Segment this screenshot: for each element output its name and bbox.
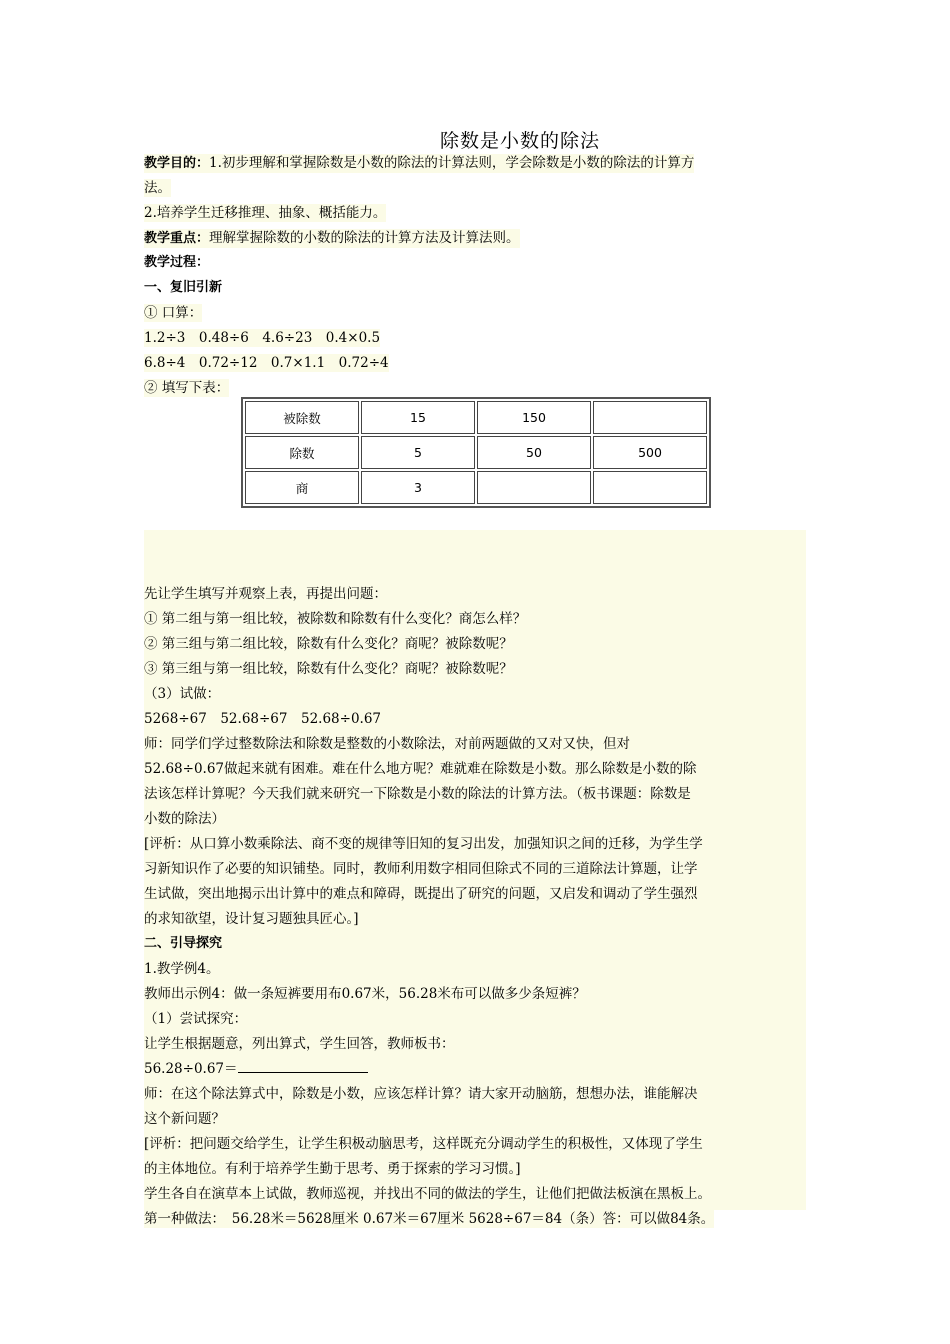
teacher-line-2: 52.68÷0.67做起来就有困难。难在什么地方呢？难就难在除数是小数。那么除数是小数的除 <box>144 761 697 777</box>
try-label: （3）试做： <box>144 686 221 702</box>
example-line-2: 教师出示例4：做一条短裤要用布0.67米，56.28米布可以做多少条短裤？ <box>144 986 586 1002</box>
question-2: ② 第三组与第二组比较，除数有什么变化？商呢？被除数呢？ <box>144 636 513 652</box>
comment-line-1: [评析：把问题交给学生，让学生积极动脑思考，这样既充分调动学生的积极性，又体现了学生 <box>144 1136 703 1152</box>
review-line-3: 生试做，突出地揭示出计算中的难点和障碍，既提出了研究的问题，又启发和调动了学生强烈 <box>144 886 698 902</box>
goal-line-3: 2.培养学生迁移推理、抽象、概括能力。 <box>144 205 387 221</box>
answer-blank <box>238 1060 368 1073</box>
goal-line-1 <box>144 154 694 173</box>
review-line-4: 的求知欲望，设计复习题独具匠心。] <box>144 911 359 927</box>
example-line-1: 1.教学例4。 <box>144 961 220 977</box>
solve-line-1: 师：在这个除法算式中，除数是小数，应该怎样计算？请大家开动脑筋，想想办法，谁能解决 <box>144 1086 698 1102</box>
section2-heading: 二、引导探究 <box>144 936 223 951</box>
oral-row-2: 6.8÷4 0.72÷12 0.7×1.1 0.72÷4 <box>144 355 389 371</box>
teacher-line-3: 法该怎样计算呢？今天我们就来研究一下除数是小数的除法的计算方法。（板书课题：除数是 <box>144 786 691 802</box>
table-cell <box>593 471 707 504</box>
equation-text: 56.28÷0.67＝ <box>144 1061 238 1077</box>
focus-line <box>144 229 520 248</box>
division-table <box>241 397 711 508</box>
table-cell: 500 <box>593 436 707 469</box>
question-3: ③ 第三组与第一组比较，除数有什么变化？商呢？被除数呢？ <box>144 661 513 677</box>
goal-text-1: 1.初步理解和掌握除数是小数的除法的计算法则，学会除数是小数的除法的计算方 <box>209 155 695 171</box>
teacher-line-1: 师：同学们学过整数除法和除数是整数的小数除法，对前两题做的又对又快，但对 <box>144 736 630 752</box>
table-cell: 商 <box>245 471 359 504</box>
goal-label: 教学目的： <box>144 156 210 171</box>
table-cell: 3 <box>361 471 475 504</box>
method-line-1: 学生各自在演草本上试做，教师巡视，并找出不同的做法的学生，让他们把做法板演在黑板上。 <box>144 1186 711 1202</box>
method-line-2: 第一种做法： 56.28米＝5628厘米 0.67米＝67厘米 5628÷67＝84（条）答：可以做84条。 <box>144 1211 715 1227</box>
table-cell: 15 <box>361 401 475 434</box>
page-title: 除数是小数的除法 <box>439 130 600 152</box>
goal-line-2: 法。 <box>144 180 171 196</box>
table-row <box>245 401 707 434</box>
table-cell <box>477 471 591 504</box>
example-line-3: （1）尝试探究： <box>144 1011 248 1027</box>
question-1: ① 第二组与第一组比较，被除数和除数有什么变化？商怎么样？ <box>144 611 527 627</box>
try-expressions: 5268÷67 52.68÷67 52.68÷0.67 <box>144 711 382 727</box>
section1-heading: 一、复旧引新 <box>144 280 223 295</box>
focus-label: 教学重点： <box>144 231 210 246</box>
table-row <box>245 471 707 504</box>
table-cell: 被除数 <box>245 401 359 434</box>
body-p1: 先让学生填写并观察上表，再提出问题： <box>144 586 387 602</box>
example-line-4: 让学生根据题意，列出算式，学生回答，教师板书： <box>144 1036 455 1052</box>
oral-label: ① 口算： <box>144 305 203 321</box>
table-cell: 150 <box>477 401 591 434</box>
review-line-2: 习新知识作了必要的知识铺垫。同时，教师利用数字相同但除式不同的三道除法计算题，让学 <box>144 861 698 877</box>
solve-line-2: 这个新问题？ <box>144 1111 225 1127</box>
table-cell: 5 <box>361 436 475 469</box>
review-line-1: [评析：从口算小数乘除法、商不变的规律等旧知的复习出发，加强知识之间的迁移，为学生学 <box>144 836 703 852</box>
oral-row-1: 1.2÷3 0.48÷6 4.6÷23 0.4×0.5 <box>144 330 381 346</box>
table-cell <box>593 401 707 434</box>
table-cell: 50 <box>477 436 591 469</box>
teacher-line-4: 小数的除法） <box>144 811 225 827</box>
table-label: ② 填写下表： <box>144 380 230 396</box>
focus-text: 理解掌握除数的小数的除法的计算方法及计算法则。 <box>209 230 520 246</box>
process-label: 教学过程： <box>144 255 210 270</box>
comment-line-2: 的主体地位。有利于培养学生勤于思考、勇于探索的学习习惯。] <box>144 1161 521 1177</box>
example-line-5 <box>144 1060 368 1078</box>
table-cell: 除数 <box>245 436 359 469</box>
table-row <box>245 436 707 469</box>
